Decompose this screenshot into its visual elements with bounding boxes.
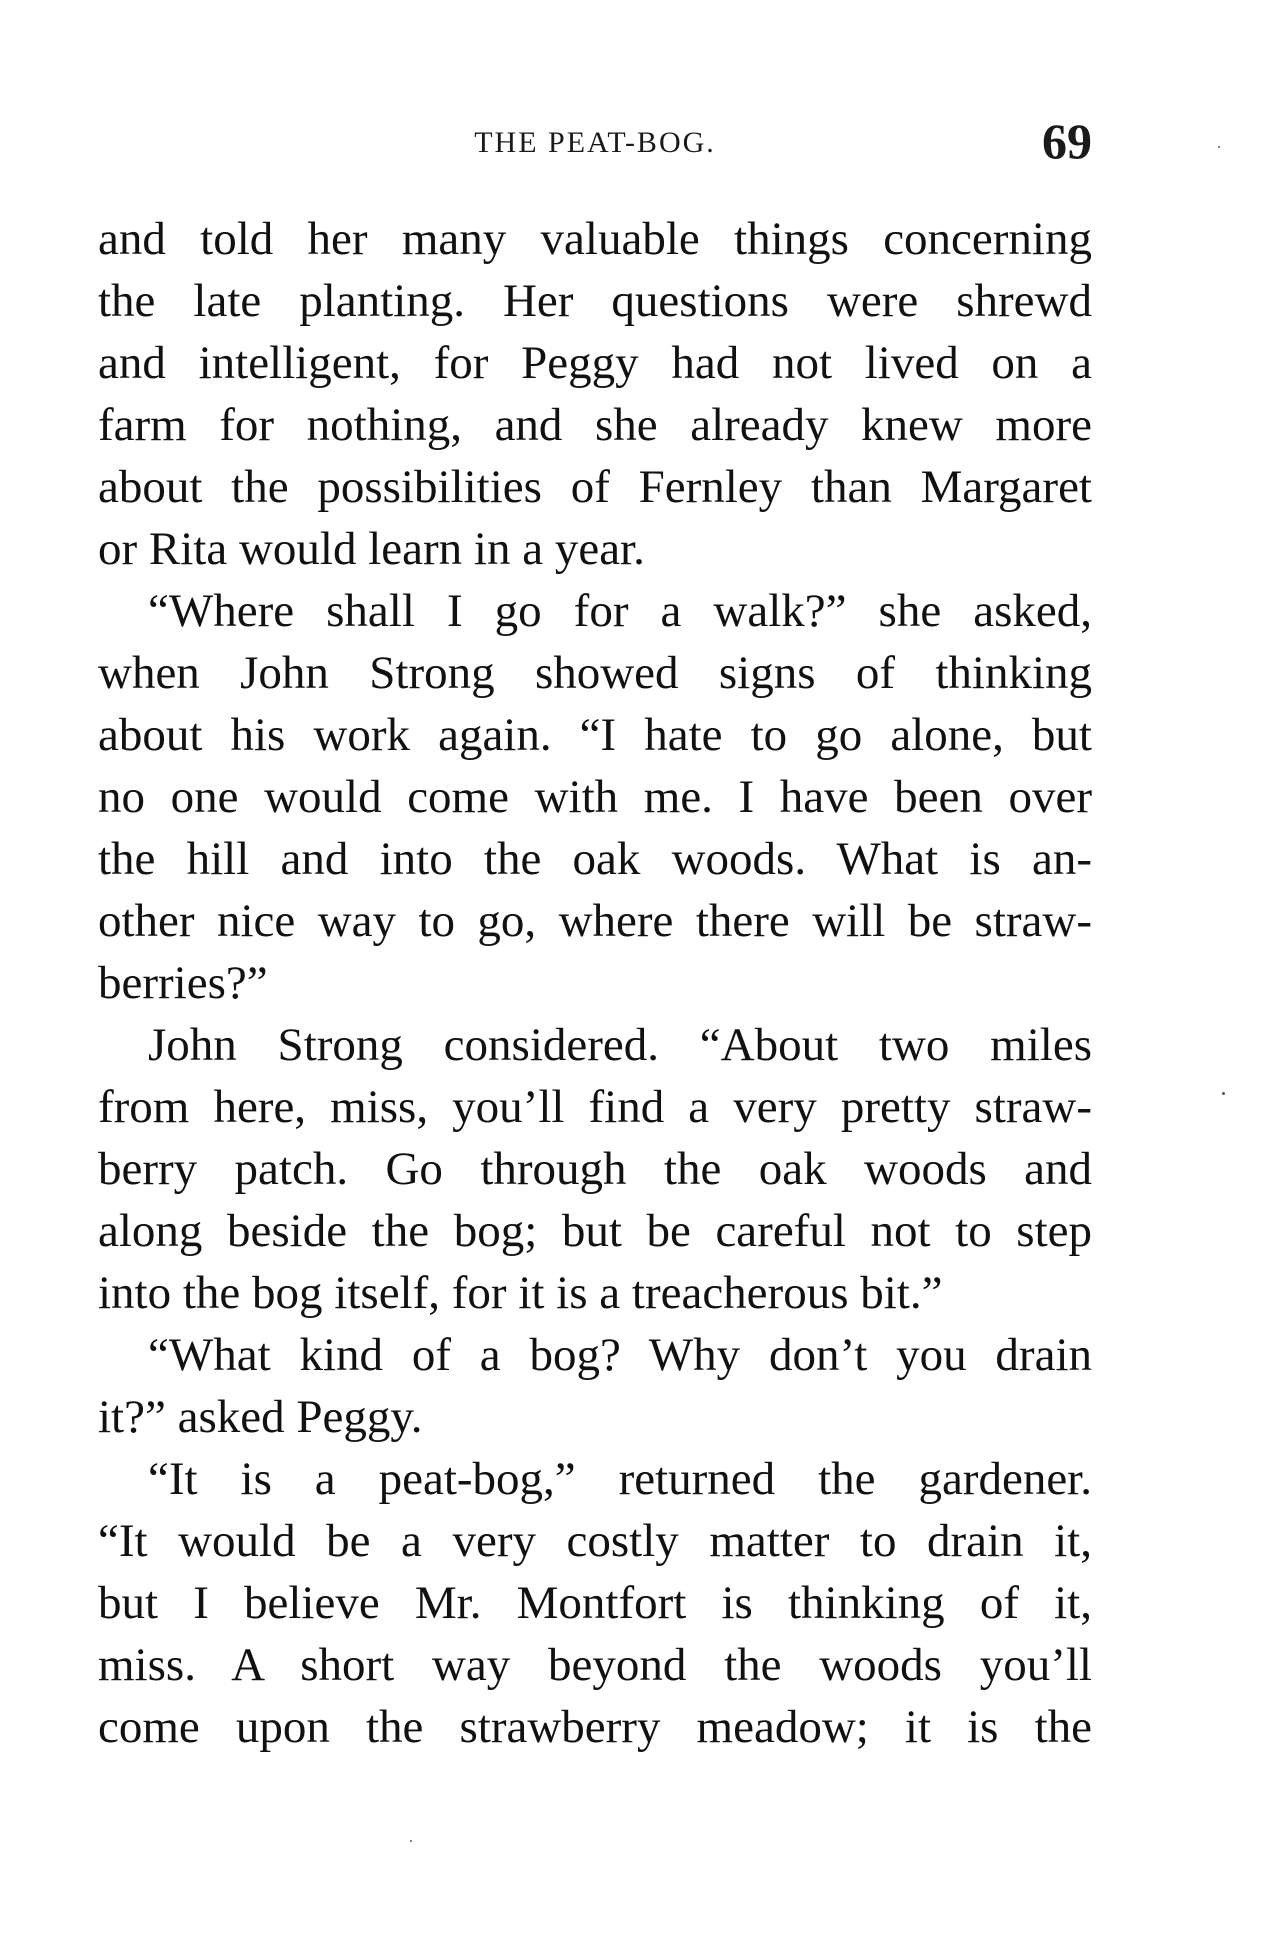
text-line: the hill and into the oak woods. What is an- <box>98 833 1092 885</box>
text-line: miss. A short way beyond the woods you’ll <box>98 1639 1092 1691</box>
text-line: about the possibilities of Fernley than Margaret <box>98 461 1092 513</box>
paper-speck <box>410 1840 412 1842</box>
running-head <box>98 112 1092 172</box>
page-number: 69 <box>1042 113 1092 169</box>
text-line: but I believe Mr. Montfort is thinking of it, <box>98 1577 1092 1629</box>
text-line: from here, miss, you’ll find a very pretty straw- <box>98 1081 1092 1133</box>
paper-speck <box>1218 146 1220 148</box>
text-line: berry patch. Go through the oak woods and <box>98 1143 1092 1195</box>
text-line: about his work again. “I hate to go alone, but <box>98 709 1092 761</box>
text-line: other nice way to go, where there will be straw- <box>98 895 1092 947</box>
text-line: or Rita would learn in a year. <box>98 523 645 575</box>
text-line: berries?” <box>98 957 268 1009</box>
text-line: farm for nothing, and she already knew more <box>98 399 1092 451</box>
text-line: John Strong considered. “About two miles <box>148 1019 1092 1071</box>
body-text <box>98 208 1092 1758</box>
text-line: into the bog itself, for it is a treacherous bit.” <box>98 1267 943 1319</box>
text-line: “What kind of a bog? Why don’t you drain <box>148 1329 1092 1381</box>
text-line: and intelligent, for Peggy had not lived on a <box>98 337 1092 389</box>
text-line: come upon the strawberry meadow; it is the <box>98 1701 1092 1753</box>
running-title: THE PEAT-BOG. <box>474 126 716 159</box>
text-line: along beside the bog; but be careful not to step <box>98 1205 1092 1257</box>
text-line: “It is a peat-bog,” returned the gardener. <box>148 1453 1092 1505</box>
paper-speck <box>1222 1092 1225 1095</box>
text-line: when John Strong showed signs of thinking <box>98 647 1092 699</box>
text-line: “Where shall I go for a walk?” she asked, <box>148 585 1092 637</box>
text-line: and told her many valuable things concerning <box>98 213 1092 265</box>
text-line: no one would come with me. I have been over <box>98 771 1092 823</box>
text-line: “It would be a very costly matter to drain it, <box>98 1515 1092 1567</box>
text-line: it?” asked Peggy. <box>98 1391 423 1443</box>
text-line: the late planting. Her questions were shrewd <box>98 275 1092 327</box>
